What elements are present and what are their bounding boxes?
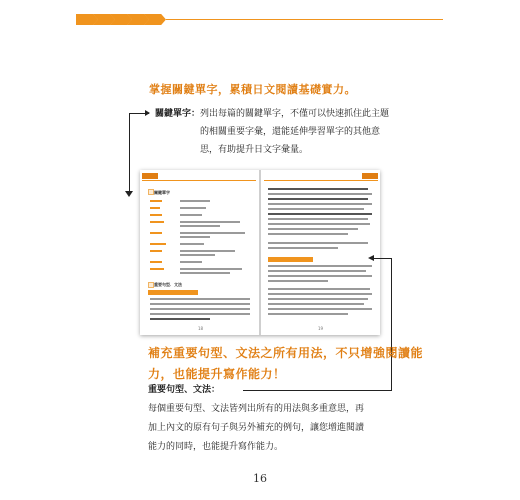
section2-line: 能力的同時，也能提升寫作能力。: [148, 442, 284, 452]
gutter: [259, 170, 261, 335]
section1-heading: 掌握關鍵單字，累積日文閱讀基礎實力。: [149, 83, 356, 96]
page-header-rule: [264, 180, 378, 181]
pointer-line: [129, 113, 130, 193]
section1-line: 思，有助提升日文字彙量。: [200, 145, 309, 155]
section2-heading: [148, 343, 423, 385]
vocab-icon: [148, 189, 154, 195]
arrow-right-icon: [145, 110, 150, 116]
section2-heading-line: 補充重要句型、文法之所有用法，不只增強閱讀能: [148, 346, 424, 360]
pointer-line: [374, 258, 392, 259]
page-tag: [362, 173, 378, 179]
section1-line: 列出每篇的關鍵單字，不僅可以快速抓住此主題: [200, 109, 390, 119]
arrow-left-icon: [368, 255, 374, 261]
section2-line: 每個重要句型、文法皆列出所有的用法與多重意思，再: [148, 404, 365, 414]
grammar-bar: [148, 290, 198, 295]
page-number: 16: [253, 472, 267, 485]
section2-description: [148, 381, 364, 457]
book-spread-image: [140, 170, 380, 335]
section2-line: 加上內文的原有句子與另外補充的例句，讓您增進閱讀: [148, 423, 365, 433]
right-page-number: 19: [318, 326, 324, 331]
page-header-rule: [142, 180, 256, 181]
header-rule: [166, 19, 443, 20]
section1-line: 的相關重要字彙，還能延伸學習單字的其他意: [200, 127, 381, 137]
section1-description: [155, 105, 389, 159]
page-tag: [142, 173, 158, 179]
section2-label: 重要句型、文法：: [148, 385, 221, 395]
section2-heading-line: 力，也能提升寫作能力！: [148, 367, 286, 381]
section1-label: 關鍵單字：: [155, 109, 201, 119]
vocab-title: 關鍵單字: [154, 190, 170, 195]
grammar-title: 重要句型．文法: [154, 282, 182, 287]
arrow-down-icon: [125, 191, 133, 197]
left-page-number: 18: [198, 326, 204, 331]
